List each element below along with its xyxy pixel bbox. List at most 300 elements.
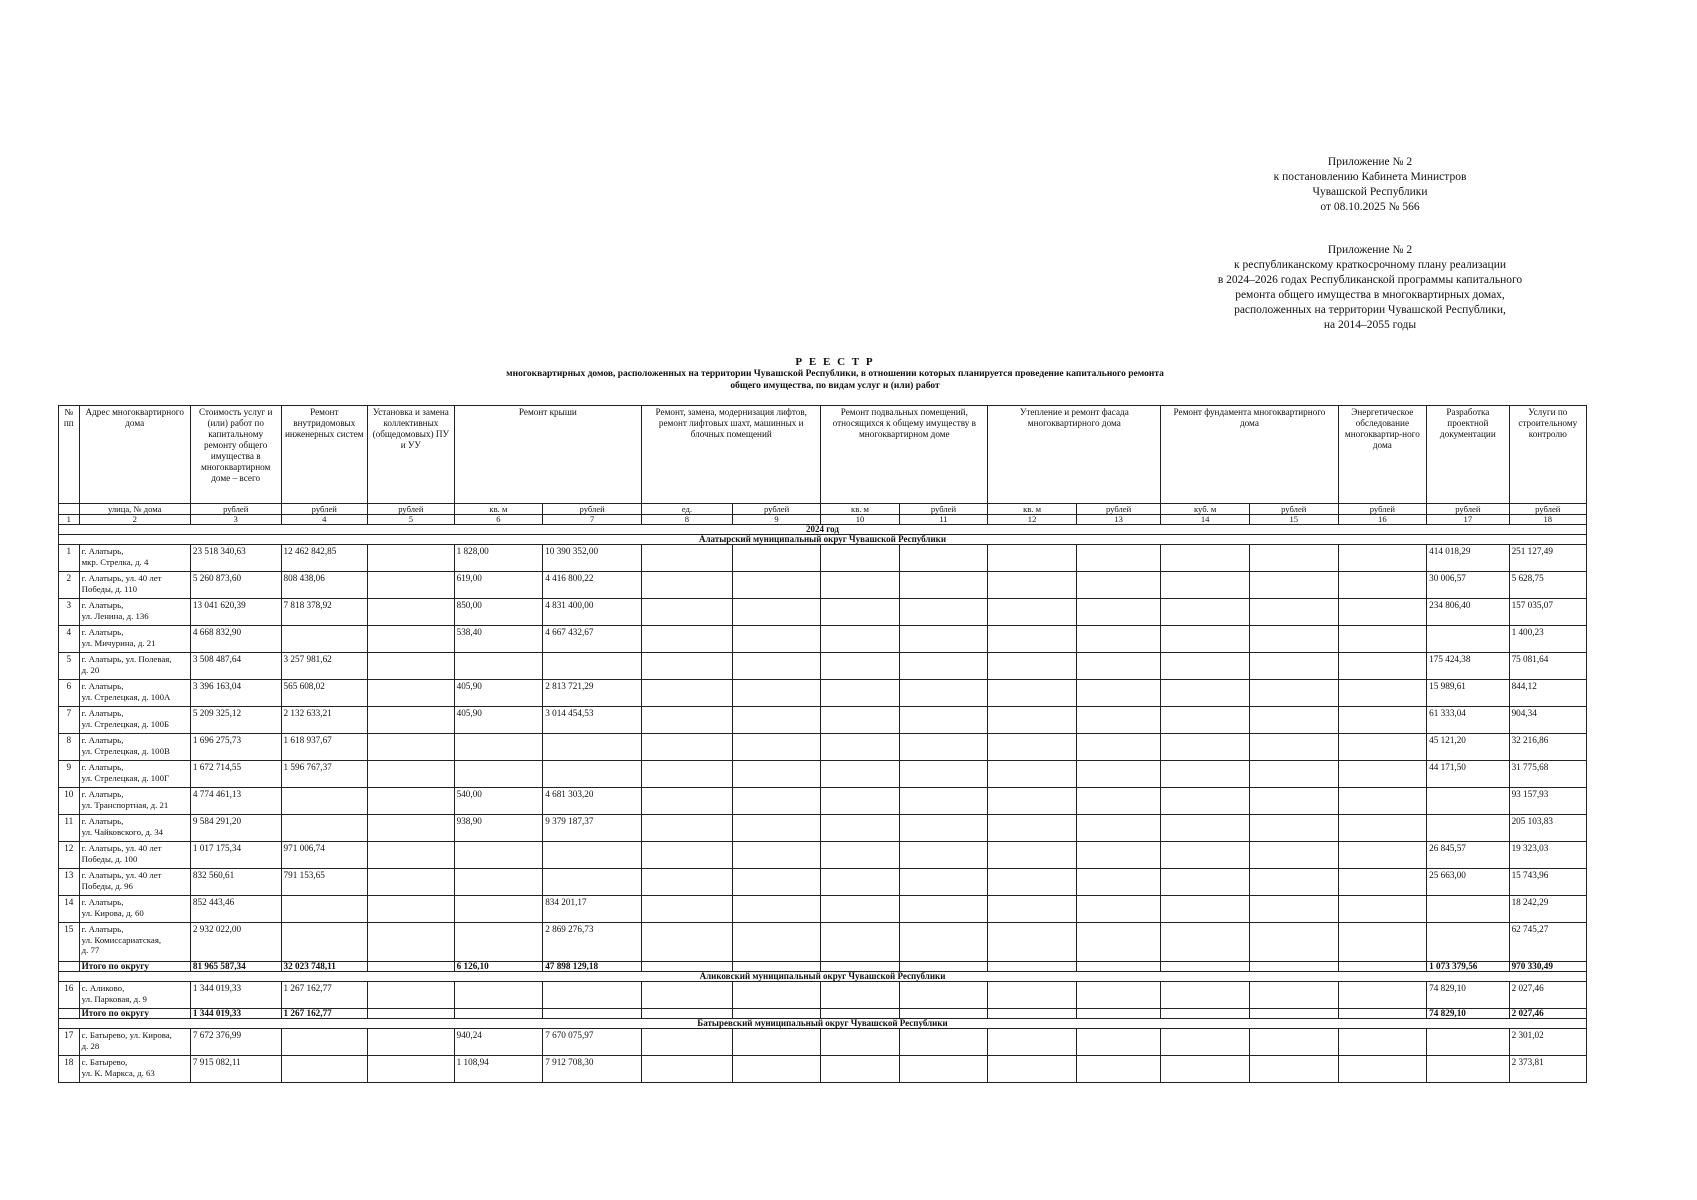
- row-elevator-units: [642, 707, 733, 734]
- row-foundation-volume: [1161, 896, 1250, 923]
- row-elevator-cost: [732, 1056, 821, 1083]
- row-basement-cost: [899, 1029, 988, 1056]
- year-row: [59, 525, 1587, 535]
- row-energy-cost: [1338, 599, 1427, 626]
- col-number: 18: [1509, 515, 1586, 525]
- row-foundation-volume: [1161, 1056, 1250, 1083]
- row-foundation-cost: [1249, 982, 1338, 1009]
- row-design-cost: [1427, 1029, 1509, 1056]
- row-address: с. Аликово, ул. Парковая, д. 9: [79, 982, 190, 1009]
- row-meters-cost: [368, 761, 455, 788]
- district-name: Алатырский муниципальный округ Чувашской Республики: [59, 535, 1587, 545]
- row-design-cost: 15 989,61: [1427, 680, 1509, 707]
- row-elevator-cost: [732, 545, 821, 572]
- row-roof-area: 405,90: [454, 680, 543, 707]
- row-foundation-volume: [1161, 653, 1250, 680]
- row-roof-area: 1 108,94: [454, 1056, 543, 1083]
- column-numbers-row: [59, 515, 1587, 525]
- district-row: [59, 1019, 1587, 1029]
- row-roof-cost: 7 912 708,30: [543, 1056, 642, 1083]
- col-foundation-header: Ремонт фундамента многоквартирного дома: [1161, 406, 1338, 504]
- col-number: 13: [1076, 515, 1160, 525]
- row-elevator-cost: [732, 599, 821, 626]
- row-design-cost: 175 424,38: [1427, 653, 1509, 680]
- unit-cell: рублей: [1076, 504, 1160, 515]
- col-meters-header: Установка и замена коллективных (общедомовых) ПУ и УУ: [368, 406, 455, 504]
- row-address: г. Алатырь, ул. Чайковского, д. 34: [79, 815, 190, 842]
- row-energy-cost: [1338, 626, 1427, 653]
- approval-line: к постановлению Кабинета Министров: [1273, 171, 1467, 183]
- row-control-cost: 2 301,02: [1509, 1029, 1586, 1056]
- row-elevator-units: [642, 653, 733, 680]
- row-roof-cost: 9 379 187,37: [543, 815, 642, 842]
- row-elevator-cost: [732, 815, 821, 842]
- row-engineering-cost: 12 462 842,85: [281, 545, 368, 572]
- row-design-cost: 74 829,10: [1427, 982, 1509, 1009]
- row-design-cost: 234 806,40: [1427, 599, 1509, 626]
- row-engineering-cost: 2 132 633,21: [281, 707, 368, 734]
- row-number: 13: [59, 869, 80, 896]
- approval-line: Чувашской Республики: [1312, 186, 1428, 198]
- col-cost-header: Стоимость услуг и (или) работ по капитальному ремонту общего имущества в многоквартирном доме – всего: [190, 406, 281, 504]
- total-empty: [1076, 1009, 1160, 1019]
- table-row: [59, 599, 1587, 626]
- unit-cell: рублей: [190, 504, 281, 515]
- row-elevator-cost: [732, 626, 821, 653]
- col-number: 3: [190, 515, 281, 525]
- row-engineering-cost: 565 608,02: [281, 680, 368, 707]
- table-row: [59, 653, 1587, 680]
- total-design: 1 073 379,56: [1427, 962, 1509, 972]
- row-roof-cost: 834 201,17: [543, 896, 642, 923]
- row-basement-area: [821, 1029, 899, 1056]
- row-energy-cost: [1338, 1029, 1427, 1056]
- row-facade-cost: [1076, 734, 1160, 761]
- row-energy-cost: [1338, 982, 1427, 1009]
- row-address: г. Алатырь, ул. Полевая, д. 20: [79, 653, 190, 680]
- row-meters-cost: [368, 896, 455, 923]
- row-basement-cost: [899, 923, 988, 962]
- row-facade-area: [988, 869, 1077, 896]
- row-foundation-volume: [1161, 572, 1250, 599]
- col-facade-header: Утепление и ремонт фасада многоквартирного дома: [988, 406, 1161, 504]
- row-elevator-cost: [732, 788, 821, 815]
- row-total-cost: 7 672 376,99: [190, 1029, 281, 1056]
- approval-line: на 2014–2055 годы: [1323, 319, 1417, 331]
- col-design-header: Разработка проектной документации: [1427, 406, 1509, 504]
- row-design-cost: [1427, 788, 1509, 815]
- row-design-cost: 26 845,57: [1427, 842, 1509, 869]
- row-number: 6: [59, 680, 80, 707]
- row-design-cost: 414 018,29: [1427, 545, 1509, 572]
- row-engineering-cost: 791 153,65: [281, 869, 368, 896]
- unit-cell: рублей: [732, 504, 821, 515]
- row-facade-cost: [1076, 923, 1160, 962]
- registry-title: [420, 356, 1250, 392]
- row-engineering-cost: 3 257 981,62: [281, 653, 368, 680]
- row-facade-area: [988, 842, 1077, 869]
- row-roof-cost: 7 670 075,97: [543, 1029, 642, 1056]
- registry-subtitle-line1: многоквартирных домов, расположенных на территории Чувашской Республики, в отношении которых планируется проведение капитального ремонта: [506, 369, 1164, 379]
- row-address: г. Алатырь, ул. Стрелецкая, д. 100А: [79, 680, 190, 707]
- row-total-cost: 2 932 022,00: [190, 923, 281, 962]
- col-number: 11: [899, 515, 988, 525]
- approval-line: Приложение № 2: [1327, 156, 1413, 168]
- row-basement-area: [821, 653, 899, 680]
- row-basement-cost: [899, 788, 988, 815]
- row-meters-cost: [368, 869, 455, 896]
- year-label: 2024 год: [59, 525, 1587, 535]
- row-control-cost: 251 127,49: [1509, 545, 1586, 572]
- row-address: г. Алатырь, ул. Транспортная, д. 21: [79, 788, 190, 815]
- row-total-cost: 852 443,46: [190, 896, 281, 923]
- row-engineering-cost: 971 006,74: [281, 842, 368, 869]
- row-basement-cost: [899, 842, 988, 869]
- row-roof-cost: [543, 734, 642, 761]
- row-facade-cost: [1076, 680, 1160, 707]
- row-facade-area: [988, 545, 1077, 572]
- row-elevator-units: [642, 842, 733, 869]
- col-number: 15: [1249, 515, 1338, 525]
- row-roof-area: [454, 982, 543, 1009]
- row-energy-cost: [1338, 869, 1427, 896]
- row-address: с. Батырево, ул. К. Маркса, д. 63: [79, 1056, 190, 1083]
- row-elevator-units: [642, 982, 733, 1009]
- row-basement-area: [821, 896, 899, 923]
- row-energy-cost: [1338, 734, 1427, 761]
- district-total-row: [59, 1009, 1587, 1019]
- row-total-cost: 1 017 175,34: [190, 842, 281, 869]
- unit-cell: рублей: [1509, 504, 1586, 515]
- total-empty: [1161, 1009, 1250, 1019]
- row-roof-area: 619,00: [454, 572, 543, 599]
- row-foundation-cost: [1249, 680, 1338, 707]
- total-engineering: 1 267 162,77: [281, 1009, 368, 1019]
- approval-line: к республиканскому краткосрочному плану реализации: [1234, 259, 1506, 271]
- table-row: [59, 842, 1587, 869]
- row-meters-cost: [368, 842, 455, 869]
- row-foundation-volume: [1161, 707, 1250, 734]
- row-foundation-cost: [1249, 923, 1338, 962]
- col-number: 7: [543, 515, 642, 525]
- row-foundation-cost: [1249, 1056, 1338, 1083]
- approval-line: в 2024–2026 годах Республиканской программы капитального: [1217, 274, 1523, 286]
- row-number: 12: [59, 842, 80, 869]
- total-empty: [1338, 962, 1427, 972]
- row-address: г. Алатырь, ул. 40 лет Победы, д. 100: [79, 842, 190, 869]
- row-facade-cost: [1076, 761, 1160, 788]
- total-empty: [988, 1009, 1077, 1019]
- row-address: г. Алатырь, ул. Стрелецкая, д. 100В: [79, 734, 190, 761]
- row-total-cost: 7 915 082,11: [190, 1056, 281, 1083]
- row-facade-cost: [1076, 869, 1160, 896]
- row-energy-cost: [1338, 545, 1427, 572]
- col-address-header: Адрес многоквартирного дома: [79, 406, 190, 504]
- row-roof-cost: [543, 869, 642, 896]
- row-basement-area: [821, 680, 899, 707]
- row-control-cost: 62 745,27: [1509, 923, 1586, 962]
- row-total-cost: 9 584 291,20: [190, 815, 281, 842]
- row-elevator-cost: [732, 1029, 821, 1056]
- row-basement-area: [821, 626, 899, 653]
- row-basement-area: [821, 599, 899, 626]
- total-empty: [1338, 1009, 1427, 1019]
- total-roof-area: 6 126,10: [454, 962, 543, 972]
- row-total-cost: 4 774 461,13: [190, 788, 281, 815]
- row-basement-area: [821, 734, 899, 761]
- row-energy-cost: [1338, 815, 1427, 842]
- total-empty: [899, 962, 988, 972]
- total-empty: [1249, 1009, 1338, 1019]
- col-number: 10: [821, 515, 899, 525]
- unit-cell: рублей: [1427, 504, 1509, 515]
- row-control-cost: 93 157,93: [1509, 788, 1586, 815]
- row-facade-area: [988, 788, 1077, 815]
- row-roof-cost: [543, 761, 642, 788]
- row-number: 9: [59, 761, 80, 788]
- row-energy-cost: [1338, 788, 1427, 815]
- row-roof-area: [454, 896, 543, 923]
- row-elevator-units: [642, 1056, 733, 1083]
- row-meters-cost: [368, 572, 455, 599]
- row-elevator-units: [642, 599, 733, 626]
- row-roof-cost: 2 813 721,29: [543, 680, 642, 707]
- table-row: [59, 982, 1587, 1009]
- row-facade-cost: [1076, 1029, 1160, 1056]
- unit-cell: куб. м: [1161, 504, 1250, 515]
- col-basement-header: Ремонт подвальных помещений, относящихся к общему имуществу в многоквартирном доме: [821, 406, 988, 504]
- row-roof-cost: [543, 653, 642, 680]
- row-control-cost: 18 242,29: [1509, 896, 1586, 923]
- row-facade-area: [988, 982, 1077, 1009]
- row-roof-cost: 4 681 303,20: [543, 788, 642, 815]
- row-meters-cost: [368, 1056, 455, 1083]
- row-elevator-units: [642, 1029, 733, 1056]
- row-roof-area: [454, 923, 543, 962]
- total-roof-cost: 47 898 129,18: [543, 962, 642, 972]
- col-elevators-header: Ремонт, замена, модернизация лифтов, ремонт лифтовых шахт, машинных и блочных помещений: [642, 406, 821, 504]
- row-design-cost: [1427, 626, 1509, 653]
- row-engineering-cost: [281, 1029, 368, 1056]
- row-control-cost: 205 103,83: [1509, 815, 1586, 842]
- row-elevator-units: [642, 572, 733, 599]
- row-meters-cost: [368, 707, 455, 734]
- row-energy-cost: [1338, 1056, 1427, 1083]
- row-foundation-volume: [1161, 815, 1250, 842]
- row-meters-cost: [368, 923, 455, 962]
- row-foundation-cost: [1249, 572, 1338, 599]
- unit-cell-empty: [59, 504, 80, 515]
- row-engineering-cost: [281, 788, 368, 815]
- district-name: Батыревский муниципальный округ Чувашской Республики: [59, 1019, 1587, 1029]
- district-total-row: [59, 962, 1587, 972]
- total-number: [59, 962, 80, 972]
- row-roof-cost: 2 869 276,73: [543, 923, 642, 962]
- row-number: 18: [59, 1056, 80, 1083]
- row-elevator-cost: [732, 896, 821, 923]
- row-control-cost: 31 775,68: [1509, 761, 1586, 788]
- row-facade-area: [988, 626, 1077, 653]
- row-elevator-cost: [732, 923, 821, 962]
- row-energy-cost: [1338, 572, 1427, 599]
- row-roof-cost: 3 014 454,53: [543, 707, 642, 734]
- row-address: г. Алатырь, ул. Ленина, д. 136: [79, 599, 190, 626]
- total-empty: [988, 962, 1077, 972]
- row-roof-area: 405,90: [454, 707, 543, 734]
- row-basement-cost: [899, 869, 988, 896]
- row-elevator-cost: [732, 734, 821, 761]
- row-foundation-volume: [1161, 869, 1250, 896]
- col-number: 4: [281, 515, 368, 525]
- row-engineering-cost: [281, 626, 368, 653]
- row-basement-area: [821, 761, 899, 788]
- row-address: г. Алатырь, мкр. Стрелка, д. 4: [79, 545, 190, 572]
- total-cost: 1 344 019,33: [190, 1009, 281, 1019]
- total-empty: [732, 1009, 821, 1019]
- row-control-cost: 2 027,46: [1509, 982, 1586, 1009]
- row-control-cost: 1 400,23: [1509, 626, 1586, 653]
- row-number: 5: [59, 653, 80, 680]
- row-facade-cost: [1076, 1056, 1160, 1083]
- row-meters-cost: [368, 788, 455, 815]
- row-total-cost: 3 396 163,04: [190, 680, 281, 707]
- row-address: г. Алатырь, ул. Мичурина, д. 21: [79, 626, 190, 653]
- row-engineering-cost: 1 618 937,67: [281, 734, 368, 761]
- row-number: 7: [59, 707, 80, 734]
- registry-table: [58, 405, 1587, 1083]
- row-basement-cost: [899, 734, 988, 761]
- total-design: 74 829,10: [1427, 1009, 1509, 1019]
- row-elevator-cost: [732, 572, 821, 599]
- row-address: г. Алатырь, ул. 40 лет Победы, д. 110: [79, 572, 190, 599]
- row-engineering-cost: 1 596 767,37: [281, 761, 368, 788]
- row-control-cost: 19 323,03: [1509, 842, 1586, 869]
- col-construction-header: Услуги по строительному контролю: [1509, 406, 1586, 504]
- row-meters-cost: [368, 680, 455, 707]
- row-number: 11: [59, 815, 80, 842]
- total-empty: [821, 962, 899, 972]
- row-facade-cost: [1076, 788, 1160, 815]
- row-roof-cost: 4 667 432,67: [543, 626, 642, 653]
- row-energy-cost: [1338, 923, 1427, 962]
- row-design-cost: 45 121,20: [1427, 734, 1509, 761]
- row-address: с. Батырево, ул. Кирова, д. 28: [79, 1029, 190, 1056]
- total-meters: [368, 1009, 455, 1019]
- row-basement-area: [821, 572, 899, 599]
- row-basement-cost: [899, 653, 988, 680]
- row-meters-cost: [368, 982, 455, 1009]
- row-foundation-cost: [1249, 869, 1338, 896]
- total-empty: [1076, 962, 1160, 972]
- row-basement-area: [821, 842, 899, 869]
- col-number: 2: [79, 515, 190, 525]
- total-label: Итого по округу: [79, 962, 190, 972]
- row-facade-area: [988, 680, 1077, 707]
- total-empty: [732, 962, 821, 972]
- row-facade-area: [988, 734, 1077, 761]
- row-foundation-cost: [1249, 707, 1338, 734]
- row-roof-area: 540,00: [454, 788, 543, 815]
- row-foundation-cost: [1249, 788, 1338, 815]
- row-basement-area: [821, 788, 899, 815]
- total-roof-cost: [543, 1009, 642, 1019]
- row-basement-cost: [899, 680, 988, 707]
- row-foundation-volume: [1161, 545, 1250, 572]
- row-number: 8: [59, 734, 80, 761]
- row-foundation-cost: [1249, 842, 1338, 869]
- row-facade-area: [988, 815, 1077, 842]
- row-total-cost: 3 508 487,64: [190, 653, 281, 680]
- row-elevator-units: [642, 815, 733, 842]
- row-foundation-volume: [1161, 1029, 1250, 1056]
- unit-cell: рублей: [1249, 504, 1338, 515]
- row-basement-cost: [899, 599, 988, 626]
- row-elevator-cost: [732, 761, 821, 788]
- row-facade-area: [988, 653, 1077, 680]
- row-control-cost: 75 081,64: [1509, 653, 1586, 680]
- row-facade-cost: [1076, 626, 1160, 653]
- row-basement-cost: [899, 707, 988, 734]
- row-basement-area: [821, 707, 899, 734]
- approval-block-cabinet: [1160, 155, 1580, 215]
- row-elevator-cost: [732, 707, 821, 734]
- row-number: 1: [59, 545, 80, 572]
- table-row: [59, 545, 1587, 572]
- row-foundation-cost: [1249, 896, 1338, 923]
- district-row: [59, 972, 1587, 982]
- row-roof-area: [454, 869, 543, 896]
- row-basement-area: [821, 815, 899, 842]
- row-total-cost: 4 668 832,90: [190, 626, 281, 653]
- total-cost: 81 965 587,34: [190, 962, 281, 972]
- table-row: [59, 923, 1587, 962]
- row-foundation-volume: [1161, 761, 1250, 788]
- district-name: Аликовский муниципальный округ Чувашской Республики: [59, 972, 1587, 982]
- col-number: 16: [1338, 515, 1427, 525]
- col-energy-header: Энергетическое обследование многоквартир-ного дома: [1338, 406, 1427, 504]
- row-facade-area: [988, 707, 1077, 734]
- row-design-cost: [1427, 815, 1509, 842]
- table-row: [59, 680, 1587, 707]
- row-meters-cost: [368, 599, 455, 626]
- row-foundation-volume: [1161, 599, 1250, 626]
- row-control-cost: 32 216,86: [1509, 734, 1586, 761]
- row-energy-cost: [1338, 842, 1427, 869]
- total-empty: [642, 962, 733, 972]
- row-facade-area: [988, 572, 1077, 599]
- row-number: 4: [59, 626, 80, 653]
- total-engineering: 32 023 748,11: [281, 962, 368, 972]
- row-meters-cost: [368, 545, 455, 572]
- row-foundation-cost: [1249, 653, 1338, 680]
- unit-cell: улица, № дома: [79, 504, 190, 515]
- row-foundation-cost: [1249, 1029, 1338, 1056]
- row-elevator-units: [642, 680, 733, 707]
- row-foundation-volume: [1161, 626, 1250, 653]
- row-total-cost: 1 344 019,33: [190, 982, 281, 1009]
- row-basement-cost: [899, 545, 988, 572]
- row-roof-cost: 4 831 400,00: [543, 599, 642, 626]
- total-empty: [821, 1009, 899, 1019]
- row-meters-cost: [368, 815, 455, 842]
- row-address: г. Алатырь, ул. 40 лет Победы, д. 96: [79, 869, 190, 896]
- unit-cell: рублей: [1338, 504, 1427, 515]
- table-row: [59, 896, 1587, 923]
- col-number: 9: [732, 515, 821, 525]
- table-row: [59, 572, 1587, 599]
- row-facade-area: [988, 923, 1077, 962]
- row-elevator-units: [642, 761, 733, 788]
